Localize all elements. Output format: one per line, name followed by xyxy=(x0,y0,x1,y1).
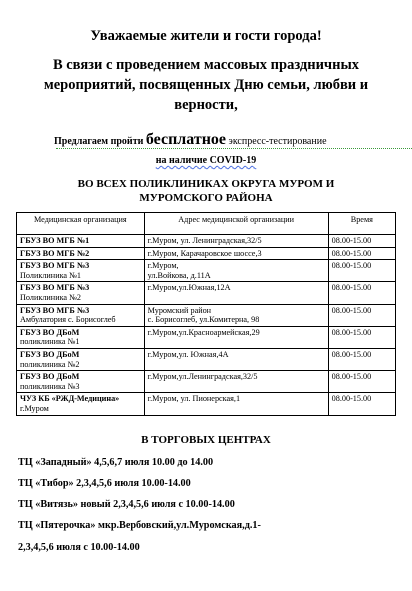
address-line-1: г.Муром,ул. Южная,4А xyxy=(147,349,229,359)
cell-time: 08.00-15.00 xyxy=(328,371,395,393)
header-org: Медицинская организация xyxy=(17,213,145,235)
address-line-1: г.Муром, Карачаровское шоссе,3 xyxy=(147,248,262,258)
cell-org xyxy=(17,235,145,248)
table-row xyxy=(17,282,396,304)
table-row xyxy=(17,393,396,415)
offer-line-2 xyxy=(0,155,412,166)
cell-address xyxy=(144,247,328,260)
address-line-1: г.Муром,ул.Южная,12А xyxy=(147,283,231,293)
announcement-line-1: В связи с проведением массовых праздничных xyxy=(52,57,360,73)
address-line-1: г.Муром, ул. Ленинградская,32/5 xyxy=(147,236,262,245)
mall-line: ТЦ «Тибор» 2,3,4,5,6 июля 10.00-14.00 xyxy=(18,478,191,489)
announcement-line-3: верности, xyxy=(174,97,238,113)
mall-line: 2,3,4,5,6 июля с 10.00-14.00 xyxy=(18,542,140,553)
cell-org xyxy=(17,247,145,260)
org-name: ГБУЗ ВО МГБ №3 xyxy=(20,283,90,293)
announcement-line-2: мероприятий, посвященных Дню семьи, любви и xyxy=(43,77,369,93)
cell-address xyxy=(144,282,328,304)
address-line-2: ул.Войкова, д.11А xyxy=(147,270,211,280)
table-row xyxy=(17,371,396,393)
org-sub: поликлиника №2 xyxy=(20,359,80,369)
cell-address xyxy=(144,393,328,415)
offer-line xyxy=(54,131,327,149)
address-line-1: г.Муром,ул.Ленинградская,32/5 xyxy=(147,372,258,382)
cell-org xyxy=(17,260,145,282)
cell-org xyxy=(17,348,145,370)
cell-address xyxy=(144,371,328,393)
table-row xyxy=(17,260,396,282)
org-sub: Амбулатория с. Борисоглеб xyxy=(20,315,116,325)
address-line-1: г.Муром, xyxy=(147,261,179,271)
org-name: ГБУЗ ВО ДБоМ xyxy=(20,372,80,382)
address-line-1: г.Муром, ул. Пионерская,1 xyxy=(147,394,241,404)
table-row xyxy=(17,235,396,248)
malls-section-title: В ТОРГОВЫХ ЦЕНТРАХ xyxy=(141,434,271,446)
cell-time: 08.00-15.00 xyxy=(328,304,395,326)
org-name: ГБУЗ ВО МГБ №1 xyxy=(20,236,90,245)
clinics-table xyxy=(16,212,396,416)
table-row xyxy=(17,348,396,370)
cell-address xyxy=(144,348,328,370)
cell-time: 08.00-15.00 xyxy=(328,348,395,370)
org-sub: Поликлиника №2 xyxy=(20,292,82,302)
mall-line: ТЦ «Западный» 4,5,6,7 июля 10.00 до 14.00 xyxy=(18,457,214,468)
offer-suffix: экспресс-тестирование xyxy=(228,136,327,147)
mall-line: ТЦ «Пятерочка» мкр.Вербовский,ул.Муромская,д.1- xyxy=(18,520,261,531)
cell-address xyxy=(144,326,328,348)
org-name: ЧУЗ КБ «РЖД-Медицина» xyxy=(20,394,120,404)
cell-org xyxy=(17,371,145,393)
cell-org xyxy=(17,393,145,415)
address-line-1: Муромский район xyxy=(147,305,212,315)
org-sub: поликлиника №1 xyxy=(20,337,80,347)
address-line-1: г.Муром,ул.Красноармейская,29 xyxy=(147,327,260,337)
cell-org xyxy=(17,326,145,348)
clinics-section-title-1: ВО ВСЕХ ПОЛИКЛИНИКАХ ОКРУГА МУРОМ И xyxy=(77,178,335,190)
org-name: ГБУЗ ВО МГБ №3 xyxy=(20,261,90,271)
org-name: ГБУЗ ВО ДБоМ xyxy=(20,349,80,359)
mall-line: ТЦ «Витязь» новый 2,3,4,5,6 июля с 10.00-14.00 xyxy=(18,499,235,510)
table-header-row xyxy=(17,213,396,235)
covid-text: на наличие COVID-19 xyxy=(155,155,257,166)
greeting-title: Уважаемые жители и гости города! xyxy=(90,28,322,44)
offer-prefix: Предлагаем пройти xyxy=(54,136,144,147)
header-time: Время xyxy=(328,213,395,235)
cell-time: 08.00-15.00 xyxy=(328,247,395,260)
offer-underline xyxy=(56,148,412,149)
cell-time: 08.00-15.00 xyxy=(328,326,395,348)
offer-free-highlight: бесплатное xyxy=(145,131,227,148)
org-name: ГБУЗ ВО ДБоМ xyxy=(20,327,80,337)
cell-address xyxy=(144,235,328,248)
org-name: ГБУЗ ВО МГБ №2 xyxy=(20,248,90,258)
cell-org xyxy=(17,304,145,326)
cell-time: 08.00-15.00 xyxy=(328,393,395,415)
cell-time: 08.00-15.00 xyxy=(328,235,395,248)
org-sub: Поликлиника №1 xyxy=(20,270,82,280)
cell-time: 08.00-15.00 xyxy=(328,260,395,282)
cell-address xyxy=(144,304,328,326)
clinics-section-title-2: МУРОМСКОГО РАЙОНА xyxy=(139,192,273,204)
header-address: Адрес медицинской организации xyxy=(144,213,328,235)
org-sub: поликлиника №3 xyxy=(20,381,80,391)
table-row xyxy=(17,326,396,348)
cell-time: 08.00-15.00 xyxy=(328,282,395,304)
table-row xyxy=(17,304,396,326)
table-row xyxy=(17,247,396,260)
org-name: ГБУЗ ВО МГБ №3 xyxy=(20,305,90,315)
org-sub: г.Муром xyxy=(20,403,49,413)
address-line-2: с. Борисоглеб, ул.Комитерна, 98 xyxy=(147,315,260,325)
cell-org xyxy=(17,282,145,304)
cell-address xyxy=(144,260,328,282)
